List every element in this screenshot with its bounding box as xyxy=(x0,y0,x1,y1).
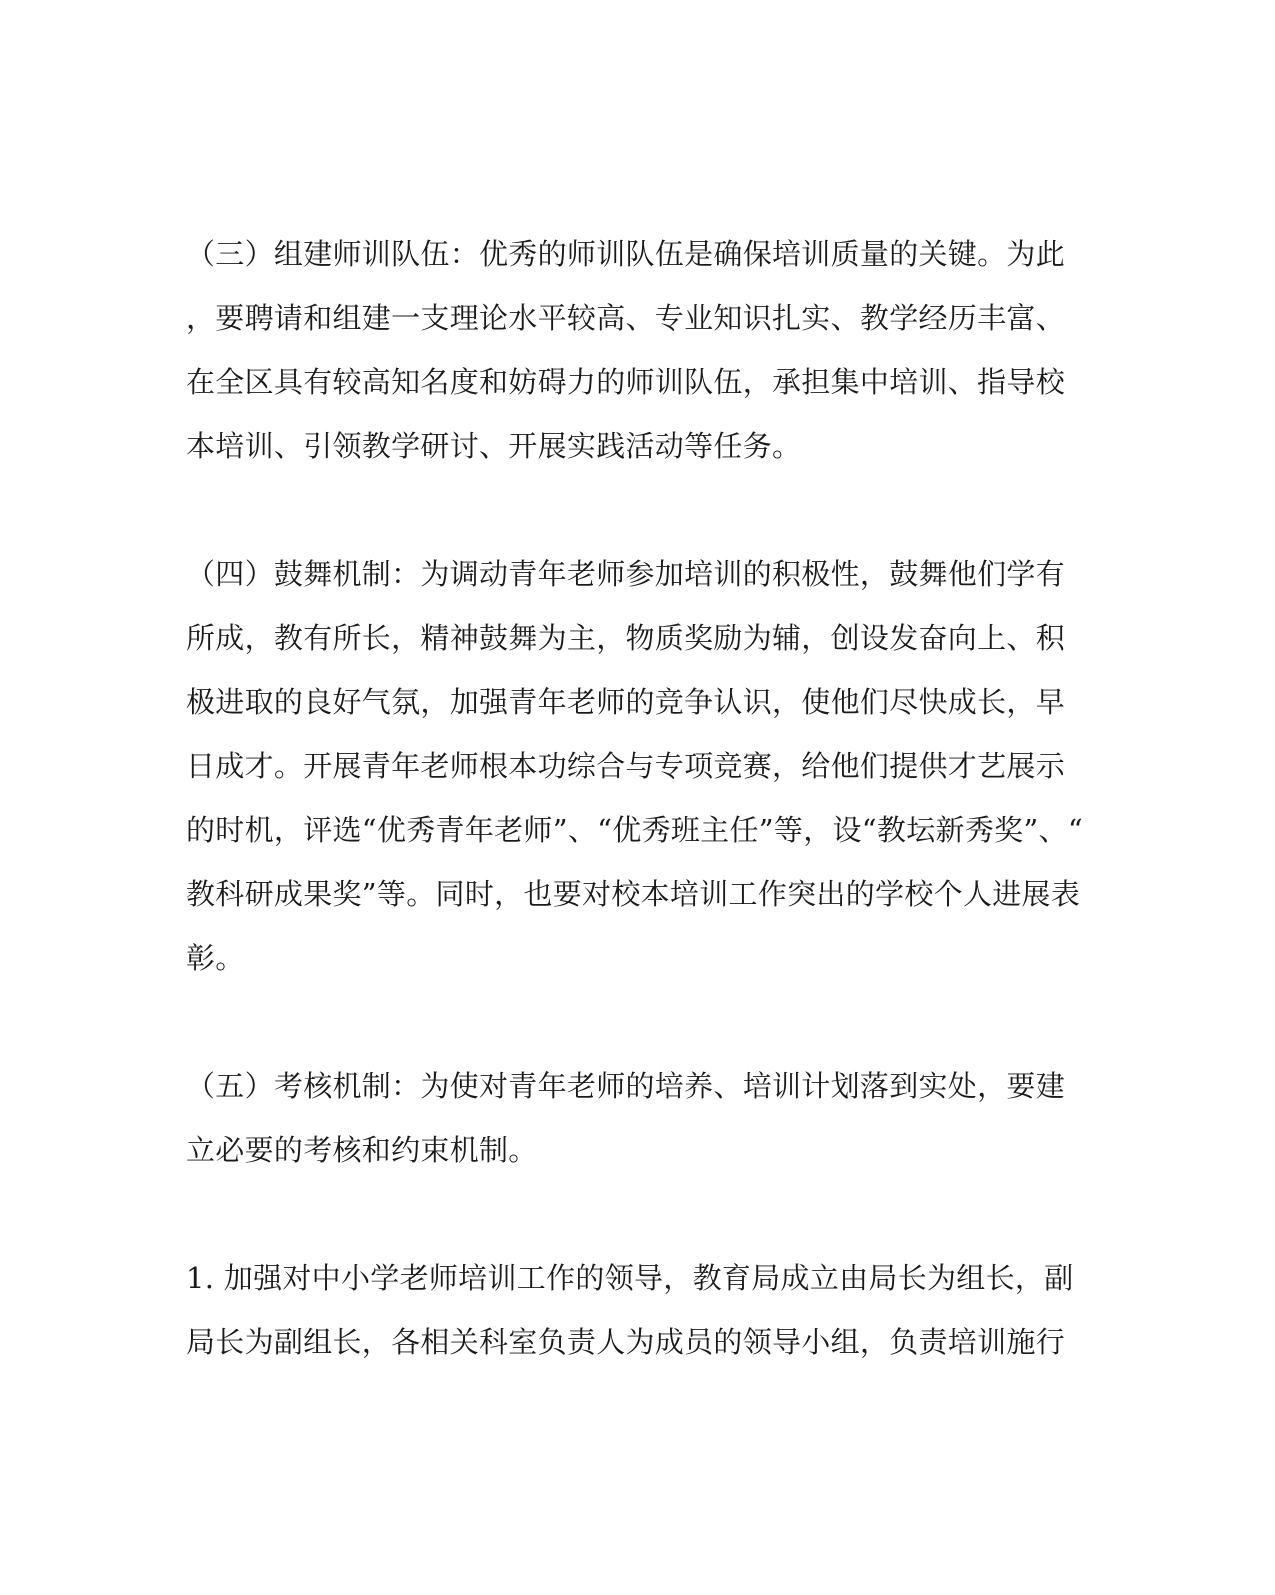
text-line: ，要聘请和组建一支理论水平较高、专业知识扎实、教学经历丰富、 xyxy=(186,301,1066,335)
text-line: 彰。 xyxy=(186,941,245,975)
text-line: （三）组建师训队伍：优秀的师训队伍是确保培训质量的关键。为此 xyxy=(186,237,1066,271)
text-line: 极进取的良好气氛，加强青年老师的竞争认识，使他们尽快成长，早 xyxy=(186,685,1066,719)
paragraph-leadership-item-1 xyxy=(186,1246,1074,1374)
text-line: （五）考核机制：为使对青年老师的培养、培训计划落到实处，要建 xyxy=(186,1069,1066,1103)
text-line: 在全区具有较高知名度和妨碍力的师训队伍，承担集中培训、指导校 xyxy=(186,365,1066,399)
text-line: 局长为副组长，各相关科室负责人为成员的领导小组，负责培训施行 xyxy=(186,1325,1066,1359)
text-line: （四）鼓舞机制：为调动青年老师参加培训的积极性，鼓舞他们学有 xyxy=(186,557,1066,591)
text-line: 1. 加强对中小学老师培训工作的领导，教育局成立由局长为组长，副 xyxy=(186,1261,1074,1295)
text-line: 所成，教有所长，精神鼓舞为主，物质奖励为辅，创设发奋向上、积 xyxy=(186,621,1066,655)
text-line: 日成才。开展青年老师根本功综合与专项竞赛，给他们提供才艺展示 xyxy=(186,749,1066,783)
text-line: 立必要的考核和约束机制。 xyxy=(186,1133,538,1167)
paragraph-teacher-training-team xyxy=(186,222,1066,478)
text-line: 的时机，评选“优秀青年老师”、“优秀班主任”等，设“教坛新秀奖”、“ xyxy=(186,813,1083,847)
paragraph-assessment-mechanism xyxy=(186,1054,1066,1182)
paragraph-incentive-mechanism xyxy=(186,542,1083,990)
text-line: 教科研成果奖”等。同时，也要对校本培训工作突出的学校个人进展表 xyxy=(186,877,1081,911)
text-line: 本培训、引领教学研讨、开展实践活动等任务。 xyxy=(186,429,802,463)
